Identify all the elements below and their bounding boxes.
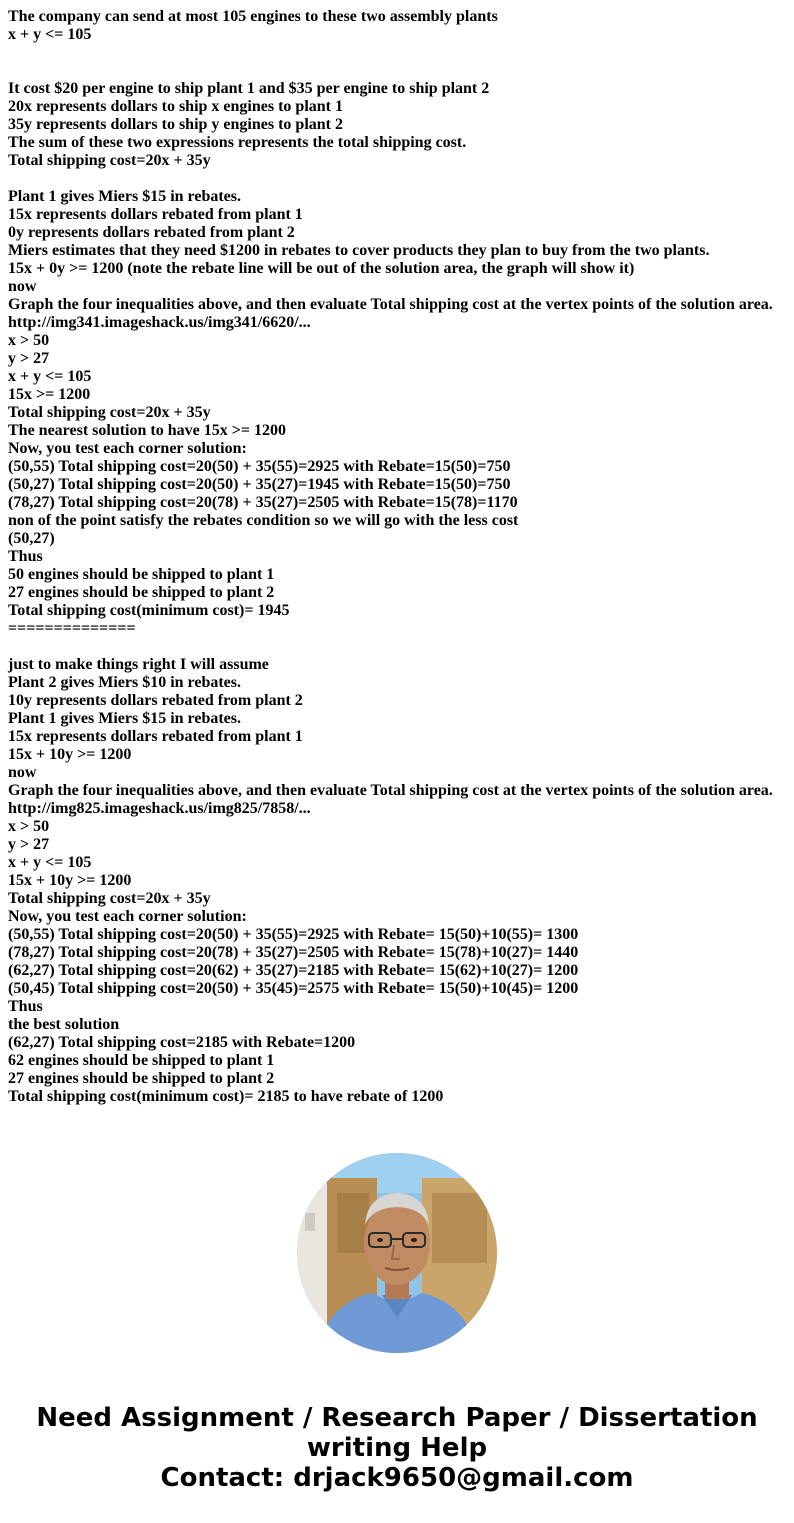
text-line: Graph the four inequalities above, and then evaluate Total shipping cost at the vertex points of the solution area.	[8, 782, 773, 799]
text-line: 0y represents dollars rebated from plant 2	[8, 224, 295, 241]
text-line: Now, you test each corner solution:	[8, 908, 247, 925]
text-line: Total shipping cost=20x + 35y	[8, 404, 211, 421]
text-line: (50,55) Total shipping cost=20(50) + 35(55)=2925 with Rebate= 15(50)+10(55)= 1300	[8, 926, 579, 943]
text-line: (50,45) Total shipping cost=20(50) + 35(45)=2575 with Rebate= 15(50)+10(45)= 1200	[8, 980, 579, 997]
text-line: http://img825.imageshack.us/img825/7858/...	[8, 800, 311, 817]
blank-line	[8, 170, 794, 188]
text-line: 27 engines should be shipped to plant 2	[8, 1070, 275, 1087]
text-line: (62,27) Total shipping cost=2185 with Rebate=1200	[8, 1034, 356, 1051]
text-line: Total shipping cost(minimum cost)= 2185 to have rebate of 1200	[8, 1088, 444, 1105]
text-line: 35y represents dollars to ship y engines to plant 2	[8, 116, 343, 133]
text-line: (50,27)	[8, 530, 55, 547]
text-line: 27 engines should be shipped to plant 2	[8, 584, 275, 601]
footer-subheadline: writing Help	[306, 1433, 488, 1463]
text-line: 15x represents dollars rebated from plant 1	[8, 728, 303, 745]
text-line: 10y represents dollars rebated from plant 2	[8, 692, 303, 709]
text-line: x > 50	[8, 332, 50, 349]
footer-headline: Need Assignment / Research Paper / Dissertation	[36, 1403, 758, 1433]
text-line: 15x >= 1200	[8, 386, 91, 403]
text-line: y > 27	[8, 836, 50, 853]
text-line: non of the point satisfy the rebates condition so we will go with the less cost	[8, 512, 519, 529]
text-line: Miers estimates that they need $1200 in rebates to cover products they plan to buy from the two plants.	[8, 242, 710, 259]
text-line: Plant 1 gives Miers $15 in rebates.	[8, 710, 242, 727]
text-line: (50,55) Total shipping cost=20(50) + 35(55)=2925 with Rebate=15(50)=750	[8, 458, 511, 475]
blank-line	[8, 44, 794, 62]
text-line: 62 engines should be shipped to plant 1	[8, 1052, 275, 1069]
text-line: It cost $20 per engine to ship plant 1 and $35 per engine to ship plant 2	[8, 80, 490, 97]
text-line: The sum of these two expressions represents the total shipping cost.	[8, 134, 467, 151]
text-line: Total shipping cost=20x + 35y	[8, 152, 211, 169]
text-line: Thus	[8, 998, 43, 1015]
text-line: Thus	[8, 548, 43, 565]
text-line: Plant 2 gives Miers $10 in rebates.	[8, 674, 242, 691]
text-line: y > 27	[8, 350, 50, 367]
text-line: 15x + 10y >= 1200	[8, 746, 132, 763]
footer-contact-email: Contact: drjack9650@gmail.com	[160, 1463, 634, 1493]
text-line: now	[8, 278, 37, 295]
text-line: Total shipping cost=20x + 35y	[8, 890, 211, 907]
text-line: 15x + 0y >= 1200 (note the rebate line will be out of the solution area, the graph will show it)	[8, 260, 635, 277]
author-avatar	[297, 1153, 497, 1353]
footer-contact	[0, 1403, 794, 1493]
text-line: just to make things right I will assume	[8, 656, 269, 673]
text-line: The company can send at most 105 engines to these two assembly plants	[8, 8, 498, 25]
text-line: 20x represents dollars to ship x engines to plant 1	[8, 98, 343, 115]
text-line: x + y <= 105	[8, 26, 92, 43]
text-line: x > 50	[8, 818, 50, 835]
text-line: http://img341.imageshack.us/img341/6620/...	[8, 314, 311, 331]
text-line: (78,27) Total shipping cost=20(78) + 35(27)=2505 with Rebate=15(78)=1170	[8, 494, 518, 511]
blank-line	[8, 62, 794, 80]
text-line: now	[8, 764, 37, 781]
text-line: (78,27) Total shipping cost=20(78) + 35(27)=2505 with Rebate= 15(78)+10(27)= 1440	[8, 944, 579, 961]
text-line: The nearest solution to have 15x >= 1200	[8, 422, 286, 439]
text-line: (50,27) Total shipping cost=20(50) + 35(27)=1945 with Rebate=15(50)=750	[8, 476, 511, 493]
text-line: x + y <= 105	[8, 368, 92, 385]
answer-text	[8, 8, 794, 1106]
text-line: x + y <= 105	[8, 854, 92, 871]
text-line: the best solution	[8, 1016, 120, 1033]
text-line: Graph the four inequalities above, and then evaluate Total shipping cost at the vertex points of the solution area.	[8, 296, 773, 313]
text-line: 15x represents dollars rebated from plant 1	[8, 206, 303, 223]
author-portrait-image	[297, 1153, 497, 1353]
text-line: Total shipping cost(minimum cost)= 1945	[8, 602, 290, 619]
text-line: 15x + 10y >= 1200	[8, 872, 132, 889]
text-line: Plant 1 gives Miers $15 in rebates.	[8, 188, 242, 205]
text-line: ==============	[8, 620, 136, 637]
text-line: Now, you test each corner solution:	[8, 440, 247, 457]
blank-line	[8, 638, 794, 656]
text-line: (62,27) Total shipping cost=20(62) + 35(27)=2185 with Rebate= 15(62)+10(27)= 1200	[8, 962, 579, 979]
text-line: 50 engines should be shipped to plant 1	[8, 566, 275, 583]
